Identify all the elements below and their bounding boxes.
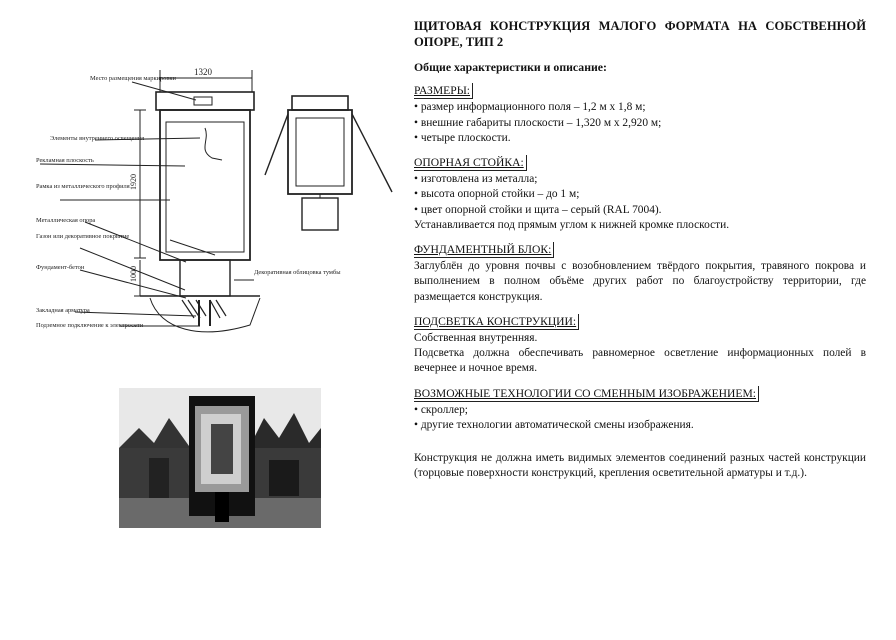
section-line: Собственная внутренняя. [414,332,538,345]
section-technologies [414,386,866,434]
label-lighting: Элементы внутреннего освещения [50,135,145,142]
section-title: РАЗМЕРЫ: [414,83,473,99]
dim-width: 1320 [194,67,212,77]
section-title: ПОДСВЕТКА КОНСТРУКЦИИ: [414,314,579,330]
section-line: • внешние габариты плоскости – 1,320 м х 2,920 м; [414,116,662,129]
section-line: • высота опорной стойки – до 1 м; [414,188,580,201]
document-subtitle: Общие характеристики и описание: [414,60,607,74]
label-post: Металлическая опора [36,217,96,224]
label-ad-plane: Рекламная плоскость [36,157,94,164]
construction-photo [119,388,321,528]
section-title: ОПОРНАЯ СТОЙКА: [414,155,527,171]
description-column [414,18,866,493]
section-title: ФУНДАМЕНТНЫЙ БЛОК: [414,242,554,258]
section-line: • другие технологии автоматической смены изображения. [414,419,694,432]
section-line: • скроллер; [414,403,468,416]
label-foundation: Фундамент-бетон [36,264,85,271]
label-frame: Рамка из металлического профиля [36,183,130,190]
technical-drawing [0,0,400,360]
section-dimensions [414,83,866,146]
section-lighting [414,314,866,377]
section-line: • цвет опорной стойки и щита – серый (RAL 7004). [414,203,662,216]
section-line: Подсветка должна обеспечивать равномерное осветление информационных полей в вечернее и ночное время. [414,347,866,375]
photo-image [119,388,321,528]
construction-diagram [0,0,400,360]
document-title: ЩИТОВАЯ КОНСТРУКЦИЯ МАЛОГО ФОРМАТА НА СОБСТВЕННОЙ ОПОРЕ, ТИП 2 [414,19,866,49]
label-marking: Место размещения маркировки [90,75,176,82]
section-support-post [414,155,866,233]
label-lawn: Газон или декоративное покрытие [36,233,130,240]
section-line: • четыре плоскости. [414,131,511,144]
section-line: Устанавливается под прямым углом к нижней кромке плоскости. [414,218,730,231]
section-line: Заглублён до уровня почвы с возобновлением твёрдого покрытия, травяного покрова и выполнением в полном объёме других работ по благоустройству территории, где размещается конструкция. [414,260,866,303]
section-title: ВОЗМОЖНЫЕ ТЕХНОЛОГИИ СО СМЕННЫМ ИЗОБРАЖЕНИЕМ: [414,386,759,402]
label-power: Подземное подключение к электросети [36,322,144,329]
section-line: • изготовлена из металла; [414,173,538,186]
section-foundation [414,242,866,305]
dim-height-panel: 1920 [129,174,138,190]
label-rebar: Закладная арматура [36,307,90,314]
section-line: • размер информационного поля – 1,2 м х 1,8 м; [414,101,646,114]
label-cladding: Декоративная облицовка тумбы [254,269,341,276]
dim-height-post: 1000 [129,266,138,282]
closing-note: Конструкция не должна иметь видимых элементов соединений разных частей конструкции (торцовые поверхности конструкций, крепления осветительной арматуры и т.д.). [414,452,866,480]
